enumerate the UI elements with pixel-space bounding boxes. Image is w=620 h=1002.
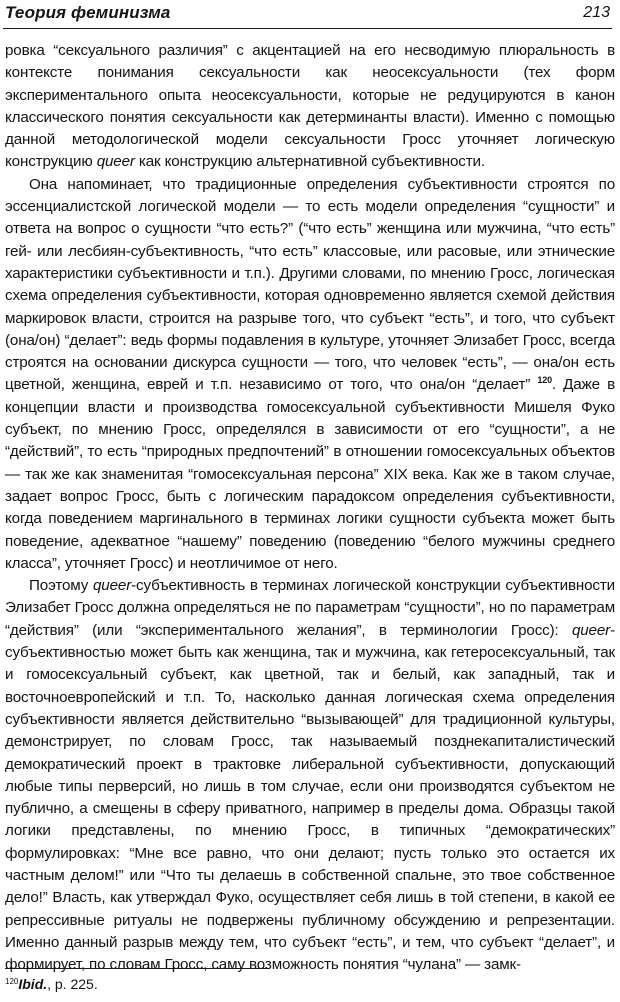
footnote-divider [5,968,270,969]
running-header [3,2,612,29]
footnote-source: Ibid. [18,976,48,992]
footnote-number: 120 [5,977,19,986]
footnote [5,975,98,993]
paragraph-1: ровка “сексуального различия” с акцентацией на его несводимую плюральность в контексте понимания сексуальности как неосексуальности (тех форм экспериментального опыта неосексуальности, которые не редуцируются в канон классического понятия сексуальности как детерминанты власти). Именно с помощью данной методологической модели сексуальности Гросс уточняет логическую конструкцию queer как конструкцию альтернативной субъективности. [5,42,615,171]
queer-term: queer [96,153,135,171]
running-title: Теория феминизма [5,3,171,22]
paragraph-2: Она напоминает, что традиционные определения субъективности строятся по эссенциалистской логической модели — то есть модели определения “сущности” и ответа на вопрос о сущности “что есть?” (“что есть” женщина или мужчина, “что есть” гей- или лесбиян-субъективность, “что есть” классовые, или расовые, или этнические характеристики субъективности и т.п.). Другими словами, по мнению Гросс, логическая схема определения субъективности, которая одновременно является схемой действия маркировок власти, строится на разрыве того, что субъект “есть”, и того, что субъект (она/он) “делает”: ведь формы подавления в культуре, уточняет Элизабет Гросс, всегда строятся на основании дискурса сущности — того, что человек “есть”, — она/он есть цветной, женщина, еврей и т.п. независимо от того, что она/он “делает” $^{120}$. Даже в концепции власти и производства гомосексуальной субъективности Мишеля Фуко субъект, по мнению Гросс, определялся в зависимости от его “сущности”, а не “действий”, то есть “природных предпочтений” в отношении гомосексуальных объектов — так же как знаменитая “гомосексуальная персона” XIX века. Как же в таком случае, задает вопрос Гросс, быть с логическим парадоксом определения субъективности, когда поведением маргинального в терминах логики сущности субъекта может быть поведение, адекватное “нашему” поведению (поведению “белого мужчины среднего класса”, уточняет Гросс) и неотличимое от него. [5,175,615,572]
queer-term: queer [571,621,611,639]
queer-term: queer [93,577,132,595]
page-number: 213 [583,4,610,21]
main-text [5,40,615,976]
footnote-pages: , р. 225. [47,976,98,992]
footnote-reference: 120 [537,375,552,386]
paragraph-3: Поэтому queer-субъективность в терминах логической конструкции субъективности Элизабет Гросс должна определяться не по параметрам “сущности”, но по параметрам “действия” (или “экспериментального желания”, в терминологии Гросс): queer-субъективностью может быть как женщина, так и мужчина, как гетеросексуальный, так и гомосексуальный субъект, как цветной, так и белый, как западный, так и восточноевропейский и т.п. То, насколько данная логическая схема определения субъективности является действительно “вызывающей” для традиционной культуры, демонстрирует, по словам Гросс, так называемый позднекапиталистический демократический проект в трактовке либеральной субъективности, допускающий любые типы перверсий, но лишь в том случае, если они производятся субъектом не публично, а смещены в сферу приватного, например в пределы дома. Образцы такой логики представлены, по мнению Гросс, в типичных “демократических” формулировках: “Мне все равно, что они делают; пусть только это остается их частным делом!” или “Что ты делаешь в собственной спальне, это твое собственное дело!” Власть, как утверждал Фуко, осуществляет себя лишь в той степени, в какой ее репрессивные ритуалы не подвержены публичному обсуждению и репрезентации. Именно данный разрыв между тем, что субъект “есть”, и тем, что субъект “делает”, и формирует, по словам Гросс, саму возможность понятия “чулана” — замк- [5,577,615,974]
